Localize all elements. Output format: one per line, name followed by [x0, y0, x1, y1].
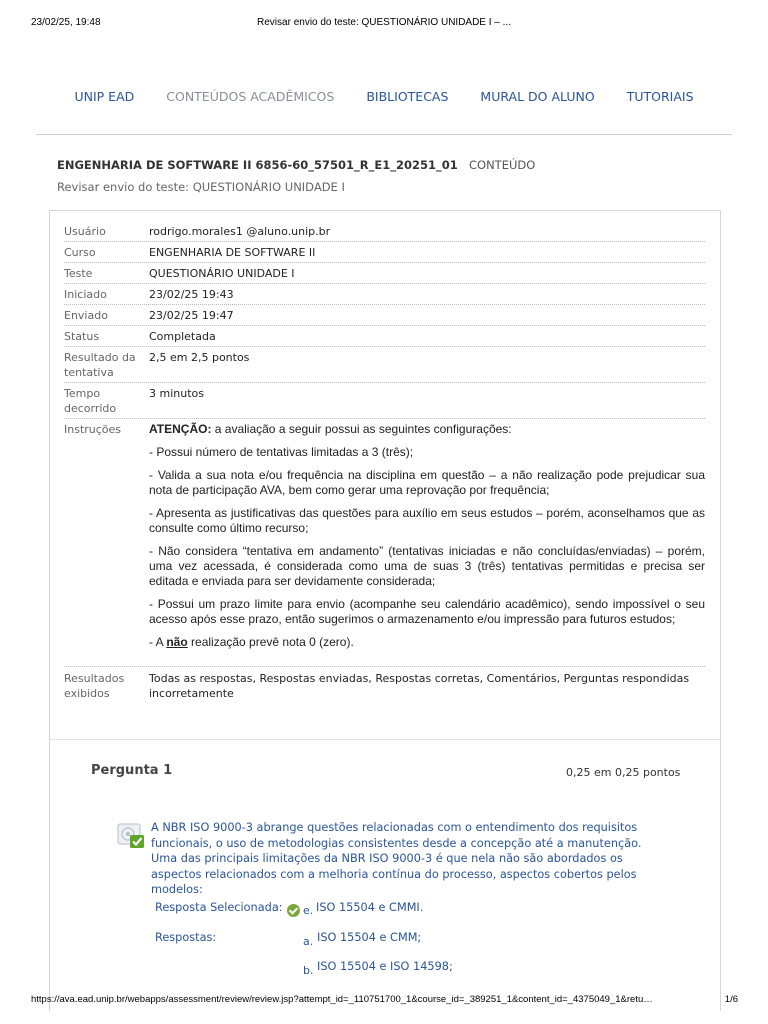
instr-p7b: realização prevê nota 0 (zero). [187, 635, 354, 649]
review-panel [49, 210, 721, 1011]
info-row-curso [64, 242, 705, 263]
answer-letter: b. [303, 964, 314, 977]
info-key: Status [64, 330, 100, 343]
instr-p7-underline: não [166, 635, 188, 649]
selected-answer-label: Resposta Selecionada: [155, 901, 283, 914]
info-value: rodrigo.morales1 @aluno.unip.br [149, 225, 331, 238]
nav-unip-ead[interactable]: UNIP EAD [74, 89, 135, 104]
info-value: 23/02/25 19:43 [149, 288, 234, 301]
instr-p4: - Apresenta as justificativas das questões para auxílio em seus estudos – porém, aconselhamos que as consulte como último recurso; [149, 506, 705, 535]
info-key: Curso [64, 246, 96, 259]
info-value: 23/02/25 19:47 [149, 309, 234, 322]
instr-p1: a avaliação a seguir possui as seguintes configurações: [211, 422, 512, 436]
nav-tutoriais[interactable]: TUTORIAIS [626, 89, 694, 104]
instr-p5: - Não considera “tentativa em andamento” (tentativas iniciadas e não concluídas/enviadas) – porém, uma vez acessada, é considerada como uma de suas 3 (três) tentativas permitidas e precisa ser editada e enviada para ser devidamente considerada; [149, 544, 705, 588]
top-navigation [36, 89, 732, 104]
selected-answer-letter: e. [303, 904, 314, 917]
info-key: Usuário [64, 225, 106, 238]
answers-label: Respostas: [155, 931, 217, 944]
info-key: Teste [64, 267, 93, 280]
info-row-usuario [64, 221, 705, 242]
info-key: Enviado [64, 309, 108, 322]
instr-attention: ATENÇÃO: [149, 422, 212, 436]
correct-answer-icon [117, 821, 147, 851]
info-key: Instruções [64, 423, 122, 436]
selected-answer-text: ISO 15504 e CMMI. [316, 901, 424, 914]
check-circle-icon [287, 904, 300, 917]
instructions-text [149, 422, 705, 650]
info-row-resultado [64, 347, 705, 383]
info-row-enviado [64, 305, 705, 326]
info-row-status [64, 326, 705, 347]
instr-p7a: - A [149, 635, 167, 649]
print-page-number: 1/6 [724, 994, 738, 1005]
info-value: Todas as respostas, Respostas enviadas, Respostas corretas, Comentários, Perguntas respondidas incorretamente [149, 672, 690, 700]
info-row-exibidos [64, 667, 705, 703]
answer-letter: a. [303, 935, 314, 948]
info-row-iniciado [64, 284, 705, 305]
info-value: Completada [149, 330, 216, 343]
info-key: Resultado da tentativa [64, 351, 136, 379]
nav-conteudos-academicos[interactable]: CONTEÚDOS ACADÊMICOS [166, 89, 335, 104]
nav-divider [36, 134, 732, 135]
info-row-teste [64, 263, 705, 284]
question-text: A NBR ISO 9000-3 abrange questões relacionadas com o entendimento dos requisitos funcionais, o uso de metodologias consistentes desde a concepção até a manutenção. Uma das principais limitações da NBR ISO 9000-3 é que nela não são abordados os aspectos relacionados com a melhoria contínua do processo, aspectos cobertos pelos modelos: [151, 821, 642, 896]
info-row-tempo [64, 383, 705, 419]
instr-p2: - Possui número de tentativas limitadas a 3 (três); [149, 445, 414, 459]
info-key: Tempo decorrido [64, 387, 117, 415]
info-value: QUESTIONÁRIO UNIDADE I [149, 267, 295, 280]
info-value: 2,5 em 2,5 pontos [149, 351, 250, 364]
instr-p6: - Possui um prazo limite para envio (acompanhe seu calendário acadêmico), sendo impossível o seu acesso após esse prazo, então sugerimos o armazenamento e/ou impressão para futuros estudos; [149, 597, 705, 626]
nav-mural-do-aluno[interactable]: MURAL DO ALUNO [480, 89, 595, 104]
info-key: Iniciado [64, 288, 107, 301]
info-value: 3 minutos [149, 387, 204, 400]
breadcrumb-course[interactable]: ENGENHARIA DE SOFTWARE II 6856-60_57501_R_E1_20251_01 [57, 158, 458, 172]
instr-p3: - Valida a sua nota e/ou frequência na disciplina em questão – a não realização pode prejudicar sua nota de participação AVA, bem como gerar uma reprovação por frequência; [149, 468, 705, 497]
print-url: https://ava.ead.unip.br/webapps/assessment/review/review.jsp?attempt_id=_110751700_1&course_id=_389251_1&content_id=_4375049_1&retu… [31, 994, 653, 1005]
info-value: ENGENHARIA DE SOFTWARE II [149, 246, 316, 259]
print-title: Revisar envio do teste: QUESTIONÁRIO UNIDADE I – ... [257, 17, 511, 28]
attempt-info-table [64, 221, 705, 703]
breadcrumb-content[interactable]: CONTEÚDO [469, 158, 536, 172]
question-points: 0,25 em 0,25 pontos [566, 766, 681, 779]
info-key: Resultados exibidos [64, 672, 125, 700]
answer-text: ISO 15504 e ISO 14598; [317, 960, 453, 973]
nav-bibliotecas[interactable]: BIBLIOTECAS [366, 89, 449, 104]
answer-text: ISO 15504 e CMM; [317, 931, 422, 944]
question-label: Pergunta 1 [91, 763, 173, 778]
page-title: Revisar envio do teste: QUESTIONÁRIO UNIDADE I [57, 180, 345, 194]
section-divider [50, 739, 720, 740]
print-date: 23/02/25, 19:48 [31, 17, 101, 28]
info-row-instrucoes [64, 419, 705, 667]
